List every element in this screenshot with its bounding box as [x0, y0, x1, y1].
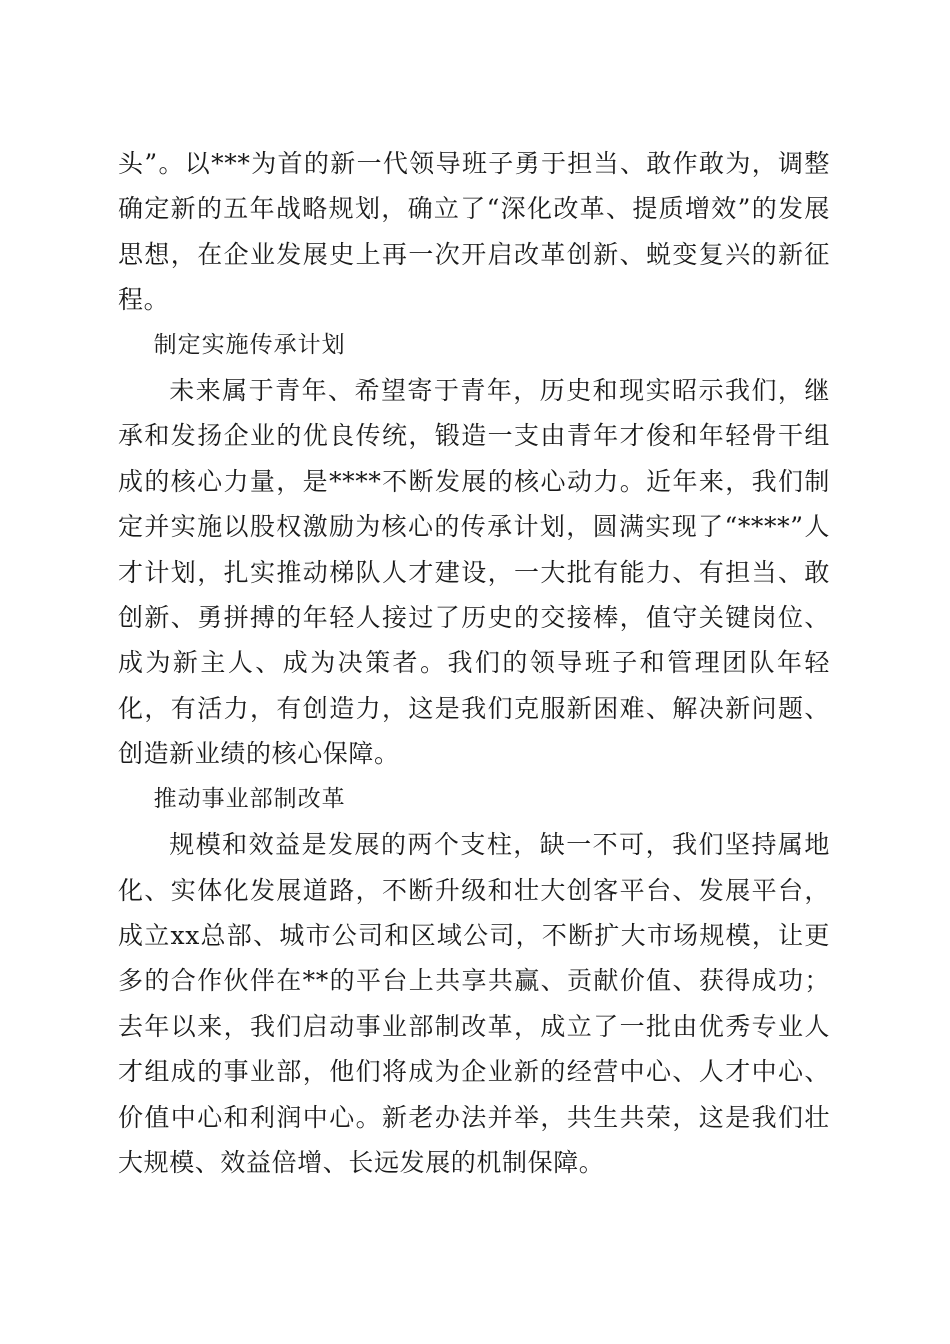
section-heading-succession-plan: 制定实施传承计划 — [153, 331, 346, 358]
paragraph-intro-continuation: 头”。以***为首的新一代领导班子勇于担当、敢作敢为，调整确定新的五年战略规划，确立了“深化改革、提质增效”的发展思想，在企业发展史上再一次开启改革创新、蜕变复兴的新征程。 — [118, 149, 830, 315]
paragraph-division-reform: 规模和效益是发展的两个支柱，缺一不可，我们坚持属地化、实体化发展道路，不断升级和壮大创客平台、发展平台，成立xx总部、城市公司和区域公司，不断扩大市场规模，让更多的合作伙伴在**的平台上共享共赢、贡献价值、获得成功；去年以来，我们启动事业部制改革，成立了一批由优秀专业人才组成的事业部，他们将成为企业新的经营中心、人才中心、价值中心和利润中心。新老办法并举，共生共荣，这是我们壮大规模、效益倍增、长远发展的机制保障。 — [118, 830, 830, 1177]
section-heading-division-reform: 推动事业部制改革 — [153, 785, 346, 812]
document-page — [118, 141, 830, 1185]
paragraph-succession-plan: 未来属于青年、希望寄于青年，历史和现实昭示我们，继承和发扬企业的优良传统，锻造一支由青年才俊和年轻骨干组成的核心力量，是****不断发展的核心动力。近年来，我们制定并实施以股权激励为核心的传承计划，圆满实现了“****”人才计划，扎实推动梯队人才建设，一大批有能力、有担当、敢创新、勇拼搏的年轻人接过了历史的交接棒，值守关键岗位、成为新主人、成为决策者。我们的领导班子和管理团队年轻化，有活力，有创造力，这是我们克服新困难、解决新问题、创造新业绩的核心保障。 — [118, 376, 830, 769]
